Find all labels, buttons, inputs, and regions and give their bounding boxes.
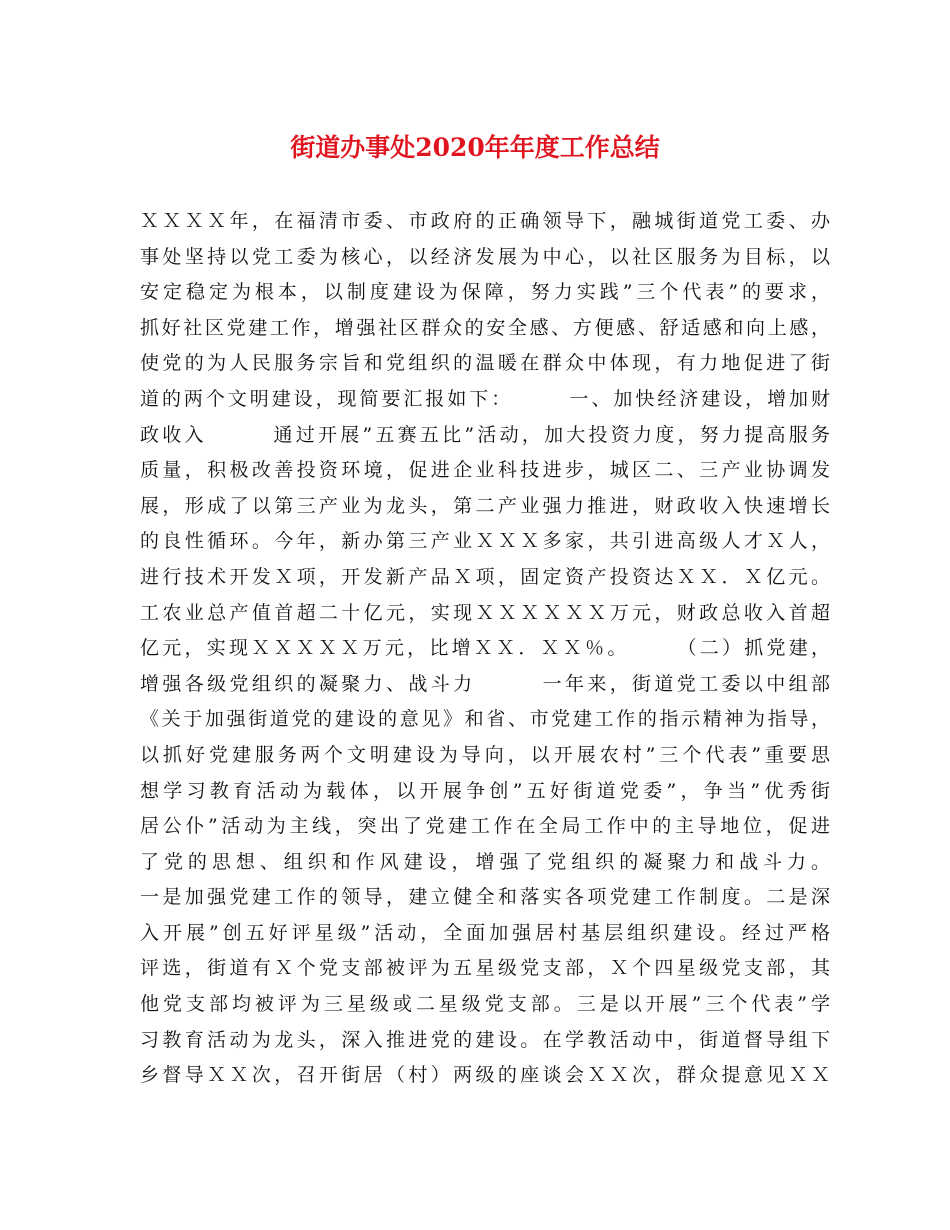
text-line: 了党的思想、组织和作风建设，增强了党组织的凝聚力和战斗力。 [140,850,830,873]
text-line: 居公仆”活动为主线，突出了党建工作在全局工作中的主导地位，促进 [140,815,830,838]
text-line: 入开展”创五好评星级”活动，全面加强居村基层组织建设。经过严格 [140,921,830,944]
text-line: 一是加强党建工作的领导，建立健全和落实各项党建工作制度。二是深 [140,886,830,909]
text-line: 进行技术开发Ｘ项，开发新产品Ｘ项，固定资产投资达ＸＸ．Ｘ亿元。 [140,565,830,588]
text-line: 乡督导ＸＸ次，召开街居（村）两级的座谈会ＸＸ次，群众提意见ＸＸ [140,1064,830,1087]
text-line: 的良性循环。今年，新办第三产业ＸＸＸ多家，共引进高级人才Ｘ人， [140,530,830,553]
text-line: 习教育活动为龙头，深入推进党的建设。在学教活动中，街道督导组下 [140,1028,830,1051]
text-line: 亿元，实现ＸＸＸＸＸ万元，比增ＸＸ．ＸＸ％。 （二）抓党建， [140,637,830,660]
text-line: 道的两个文明建设，现简要汇报如下： 一、加快经济建设，增加财 [140,387,830,410]
text-line: 展，形成了以第三产业为龙头，第二产业强力推进，财政收入快速增长 [140,494,830,517]
text-line: 评选，街道有Ｘ个党支部被评为五星级党支部，Ｘ个四星级党支部，其 [140,957,830,980]
text-line: 政收入 通过开展”五赛五比”活动，加大投资力度，努力提高服务 [140,423,830,446]
text-line: 以抓好党建服务两个文明建设为导向，以开展农村”三个代表”重要思 [140,743,830,766]
text-line: 事处坚持以党工委为核心，以经济发展为中心，以社区服务为目标，以 [140,245,830,268]
text-line: ＸＸＸＸ年，在福清市委、市政府的正确领导下，融城街道党工委、办 [140,210,830,232]
document-title: 街道办事处2020年年度工作总结 [290,133,660,162]
text-line: 想学习教育活动为载体，以开展争创”五好街道党委”，争当”优秀街 [140,779,830,802]
text-line: 使党的为人民服务宗旨和党组织的温暖在群众中体现，有力地促进了街 [140,352,830,375]
document-body [140,204,830,1094]
text-line: 安定稳定为根本，以制度建设为保障，努力实践”三个代表”的要求， [140,281,830,304]
text-line: 工农业总产值首超二十亿元，实现ＸＸＸＸＸＸ万元，财政总收入首超 [140,601,830,624]
text-line: 增强各级党组织的凝聚力、战斗力 一年来，街道党工委以中组部 [140,672,830,695]
text-line: 抓好社区党建工作，增强社区群众的安全感、方便感、舒适感和向上感， [140,316,830,339]
text-line: 《关于加强街道党的建设的意见》和省、市党建工作的指示精神为指导， [140,708,830,731]
text-line: 他党支部均被评为三星级或二星级党支部。三是以开展”三个代表”学 [140,993,830,1016]
text-line: 质量，积极改善投资环境，促进企业科技进步，城区二、三产业协调发 [140,459,830,482]
